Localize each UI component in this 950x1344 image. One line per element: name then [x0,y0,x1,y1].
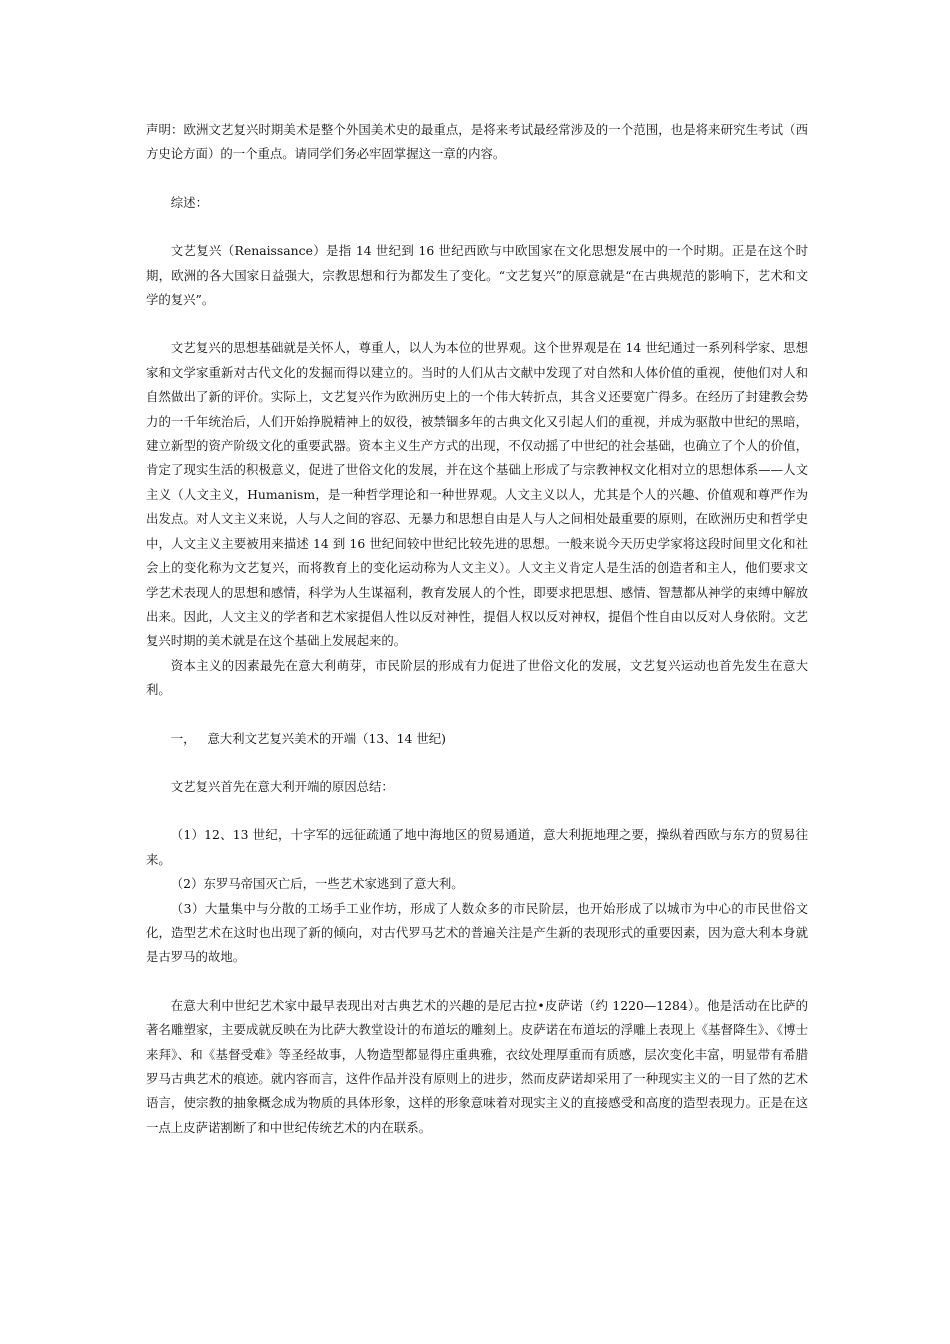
reason-item: （1）12、13 世纪，十字军的远征疏通了地中海地区的贸易通道，意大利扼地理之要，操纵着西欧与东方的贸易往来。 [146,827,808,867]
italy-origin-paragraph: 资本主义的因素最先在意大利萌芽，市民阶层的形成有力促进了世俗文化的发展，文艺复兴运动也首先发生在意大利。 [146,657,808,698]
reasons-intro: 文艺复兴首先在意大利开端的原因总结： [170,778,394,794]
document-body [146,118,808,1140]
declaration-paragraph: 声明：欧洲文艺复兴时期美术是整个外国美术史的最重点，是将来考试最经常涉及的一个范围，也是将来研究生考试（西方史论方面）的一个重点。请同学们务必牢固掌握这一章的内容。 [146,122,808,162]
overview-label: 综述： [170,194,208,210]
pisano-paragraph: 在意大利中世纪艺术家中最早表现出对古典艺术的兴趣的是尼古拉•皮萨诺（约 1220—1284）。他是活动在比萨的著名雕塑家，主要成就反映在为比萨大教堂设计的布道坛的雕刻上。皮萨诺在布道坛的浮雕上表现上《基督降生》、《博士来拜》、和《基督受难》等圣经故事，人物造型都显得庄重典雅，衣纹处理厚重而有质感，层次变化丰富，明显带有希腊罗马古典艺术的痕迹。就内容而言，这件作品并没有原则上的进步，然而皮萨诺却采用了一种现实主义的一目了然的艺术语言，使宗教的抽象概念成为物质的具体形象，这样的形象意味着对现实主义的直接感受和高度的造型表现力。正是在这一点上皮萨诺割断了和中世纪传统艺术的内在联系。 [146,997,808,1135]
humanism-paragraph: 文艺复兴的思想基础就是关怀人，尊重人，以人为本位的世界观。这个世界观是在 14 世纪通过一系列科学家、思想家和文学家重新对古代文化的发掘而得以建立的。当时的人们从古文献中发现了对自然和人体价值的重视，使他们对人和自然做出了新的评价。实际上，文艺复兴作为欧洲历史上的一个伟大转折点，其含义还要宽广得多。在经历了封建教会势力的一千年统治后，人们开始挣脱精神上的奴役，被禁锢多年的古典文化又引起人们的重视，并成为驱散中世纪的黑暗，建立新型的资产阶级文化的重要武器。资本主义生产方式的出现，不仅动摇了中世纪的社会基础，也确立了个人的价值，肯定了现实生活的积极意义，促进了世俗文化的发展，并在这个基础上形成了与宗教神权文化相对立的思想体系——人文主义（人文主义，Humanism，是一种哲学理论和一种世界观。人文主义以人，尤其是个人的兴趣、价值观和尊严作为出发点。对人文主义来说，人与人之间的容忍、无暴力和思想自由是人与人之间相处最重要的原则，在欧洲历史和哲学史中，人文主义主要被用来描述 14 到 16 世纪间较中世纪比较先进的思想。一般来说今天历史学家将这段时间里文化和社会上的变化称为文艺复兴，而将教育上的变化运动称为人文主义）。人文主义肯定人是生活的创造者和主人，他们要求文学艺术表现人的思想和感情，科学为人生谋福利，教育发展人的个性，即要求把思想、感情、智慧都从神学的束缚中解放出来。因此，人文主义的学者和艺术家提倡人性以反对神性，提倡人权以反对神权，提倡个性自由以反对人身依附。文艺复兴时期的美术就是在这个基础上发展起来的。 [146,340,808,649]
reason-item: （2）东罗马帝国灭亡后，一些艺术家逃到了意大利。 [170,876,464,892]
renaissance-definition-paragraph: 文艺复兴（Renaissance）是指 14 世纪到 16 世纪西欧与中欧国家在文化思想发展中的一个时期。正是在这个时期，欧洲的各大国家日益强大，宗教思想和行为都发生了变化。“文艺复兴”的原意就是“在古典规范的影响下，艺术和文学的复兴”。 [146,243,808,308]
reason-item: （3）大量集中与分散的工场手工业作坊，形成了人数众多的市民阶层，也开始形成了以城市为中心的市民世俗文化，造型艺术在这时也出现了新的倾向，对古代罗马艺术的普遍关注是产生新的表现形式的重要因素，因为意大利本身就是古罗马的故地。 [146,900,808,965]
section-heading: 一， 意大利文艺复兴美术的开端（13、14 世纪) [170,730,446,746]
